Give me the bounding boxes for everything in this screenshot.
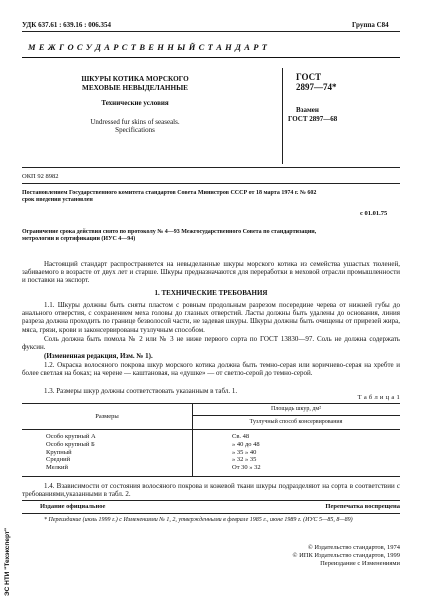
standard-banner: М Е Ж Г О С У Д А Р С Т В Е Н Н Ы Й С Т А Н Д А Р Т xyxy=(28,42,268,52)
replace-label: Взамен xyxy=(296,106,319,114)
reissue-label: Переиздание с Изменениями xyxy=(320,559,400,567)
table-row-size: Мелкий xyxy=(46,464,68,472)
banner-rule xyxy=(22,57,400,58)
table-col-divider xyxy=(192,403,193,476)
table-row-area: Св. 48 xyxy=(232,433,250,440)
gost-line1: ГОСТ xyxy=(296,72,322,82)
title-subtitle: Технические условия xyxy=(101,99,169,107)
table-header-rule xyxy=(22,429,400,430)
limit-line2: метрологии и сертификации (ИУС 4—94) xyxy=(22,236,136,242)
decree-line1: Постановлением Государственного комитета стандартов Совета Министров СССР от 18 марта 1974 г. № 602 xyxy=(22,190,317,196)
table-row-area: » 35 » 40 xyxy=(232,448,257,456)
copyright-block xyxy=(220,544,400,567)
title-rule xyxy=(22,167,400,168)
limit-line1: Ограничение срока действия снято по протоколу № 4—93 Межгосударственного Совета по стандартизации, xyxy=(22,229,317,235)
decree-line2: срок введения установлен xyxy=(22,197,93,203)
paragraph-1-4: 1.4. Взависимости от состояния волосяного покрова и кожевой ткани шкуры подразделяют на сорта в соответствии с требованиями,указанными в табл. 2. xyxy=(22,482,400,499)
udk-code: УДК 637.61 : 639.16 : 006.354 xyxy=(22,21,111,29)
table-size-column xyxy=(46,433,96,472)
footer-rule xyxy=(22,500,400,501)
footer-rule-2 xyxy=(22,513,400,514)
paragraph-1-1-salt: Соль должна быть помола № 2 или № 3 не ниже первого сорта по ГОСТ 13830—97. Соль не должна содержать фуксин. xyxy=(22,335,400,352)
title-en-line2: Specifications xyxy=(115,126,155,135)
table-bottom-rule xyxy=(22,476,400,477)
copyright-1999: © ИПК Издательство стандартов, 1999 xyxy=(292,551,400,559)
reprint-ban: Перепечатка воспрещена xyxy=(325,503,400,510)
table-header-area: Площадь шкур, дм² xyxy=(271,406,321,412)
decree xyxy=(22,190,402,204)
okp-rule xyxy=(22,183,400,184)
table-header-size: Размеры xyxy=(95,413,119,420)
limitation-note xyxy=(22,229,402,243)
okp-code: ОКП 92 8982 xyxy=(22,173,59,180)
title-english xyxy=(60,118,210,134)
paragraph-1-1: 1.1. Шкуры должны быть сняты пластом с ровным продольным разрезом посередине черева от нижней губы до анального отверстия, с сохранением меха головы до глазных отверстий. Ласты должны быть удалены до основания, линия разреза должна проходить по границе безволосой части, не задевая шкуры. Шкуры должны быть очищены от прирезей жира, мяса, грязи, крови и законсервированы тузлучным способом. xyxy=(22,301,400,334)
table-row-size: Особо крупный А xyxy=(46,433,96,440)
reissue-note: * Переиздание (июль 1999 г.) с Изменениями № 1, 2, утвержденными в феврале 1985 г., июне 1989 г. (ИУС 5—85, 8—89) xyxy=(44,517,353,523)
section-heading: 1. ТЕХНИЧЕСКИЕ ТРЕБОВАНИЯ xyxy=(154,289,268,297)
group-code: Группа С84 xyxy=(352,21,389,29)
paragraph-1-3: 1.3. Размеры шкур должны соответствовать указанным в табл. 1. xyxy=(44,387,238,395)
replace-value: ГОСТ 2897—68 xyxy=(288,115,338,123)
effective-date: с 01.01.75 xyxy=(360,210,388,217)
intro-paragraph: Настоящий стандарт распространяется на невыделанные шкуры морского котика из семейства ушастых тюленей, забиваемого в возрасте от двух лет и старше. Шкуры предназначаются для переработки в меховой отрасли промышленности и поставки на экспорт. xyxy=(22,260,400,285)
title-divider xyxy=(282,68,283,164)
table-subheader-rule xyxy=(192,415,400,416)
table-row-area: » 32 » 35 xyxy=(232,456,257,464)
side-stamp: ЭС НТИ "Техэксперт" xyxy=(4,527,11,596)
copyright-1974: © Издательство стандартов, 1974 xyxy=(307,544,400,551)
table-row-area: » 40 до 48 xyxy=(232,440,260,448)
header-rule xyxy=(22,31,400,32)
table-header-method: Тузлучный способ консервирования xyxy=(249,419,343,425)
title-ru-line1: ШКУРЫ КОТИКА МОРСКОГО xyxy=(81,75,189,83)
table-row-size: Особо крупный Б xyxy=(46,440,95,448)
official-edition: Издание официальное xyxy=(40,503,106,510)
table-caption: Т а б л и ц а 1 xyxy=(357,394,400,401)
table-area-column xyxy=(232,433,261,472)
title-ru-line2: МЕХОВЫЕ НЕВЫДЕЛАННЫЕ xyxy=(82,83,188,92)
table-row-size: Крупный xyxy=(46,448,72,456)
title-block xyxy=(60,75,210,92)
table-row-size: Средний xyxy=(46,456,71,464)
gost-line2: 2897—74* xyxy=(296,82,337,92)
paragraph-1-2: 1.2. Окраска волосяного покрова шкур морского котика должна быть темно-серая или коричнево-серая на хребте и более светлая на боках; на черене — каштановая, на «душке» — от светло-серой до темно-серой. xyxy=(22,361,400,378)
title-en-line1: Undressed fur skins of seaseals. xyxy=(90,118,180,126)
table-top-rule xyxy=(22,403,400,404)
table-row-area: От 30 » 32 xyxy=(232,464,261,472)
edit-note: (Измененная редакция, Изм. № 1). xyxy=(44,352,153,360)
gost-number xyxy=(296,72,337,92)
